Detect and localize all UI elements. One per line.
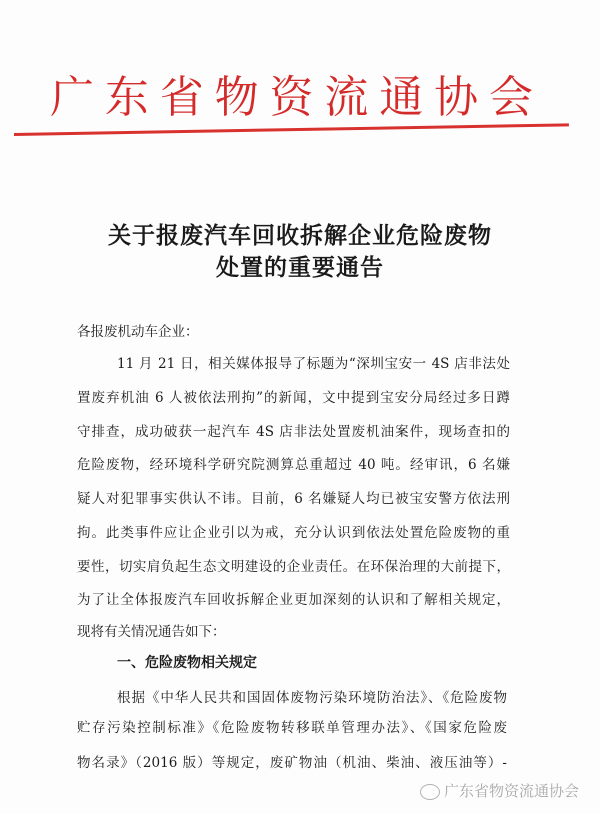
watermark	[420, 780, 579, 801]
paragraph-line: 现将有关情况通告如下：	[77, 624, 226, 640]
watermark-text: 广东省物资流通协会	[444, 782, 580, 800]
paragraph-line: 守排查，成功破获一起汽车 4S 店非法处置废机油案件，现场查扣的	[77, 424, 510, 440]
section-heading: 一、危险废物相关规定	[117, 655, 257, 671]
letterhead-organization: 广东省物资流通协会	[50, 72, 535, 123]
paragraph-line: 11 月 21 日，相关媒体报导了标题为“深圳宝安一 4S 店非法处	[117, 356, 510, 372]
paragraph-line: 置废弃机油 6 人被依法刑拘”的新闻，文中提到宝安分局经过多日蹲	[77, 390, 510, 406]
paragraph-line: 危险废物，经环境科学研究院测算总重超过 40 吨。经审讯，6 名嫌	[77, 457, 510, 473]
paragraph-line: 为了让全体报废汽车回收拆解企业更加深刻的认识和了解相关规定，	[77, 592, 510, 608]
paragraph-line: 拘。此类事件应让企业引以为戒，充分认识到依法处置危险废物的重	[77, 525, 510, 541]
notice-title-line1: 关于报废汽车回收拆解企业危险废物	[108, 223, 492, 249]
paragraph-line: 疑人对犯罪事实供认不讳。目前，6 名嫌疑人均已被宝安警方依法刑	[77, 491, 510, 507]
wechat-icon	[420, 784, 440, 800]
notice-title-line2: 处置的重要通告	[216, 255, 384, 281]
paragraph-line: 物名录》（2016 版）等规定，废矿物油（机油、柴油、液压油等）-	[77, 755, 507, 771]
paragraph-line: 要性，切实肩负起生态文明建设的企业责任。在环保治理的大前提下，	[77, 559, 510, 575]
paragraph-line: 根据《中华人民共和国固体废物污染环境防治法》、《危险废物	[117, 690, 507, 706]
paragraph-line: 贮存污染控制标准》《危险废物转移联单管理办法》、《国家危险废	[77, 720, 507, 736]
letterhead-divider	[14, 123, 569, 136]
salutation: 各报废机动车企业：	[77, 324, 199, 340]
